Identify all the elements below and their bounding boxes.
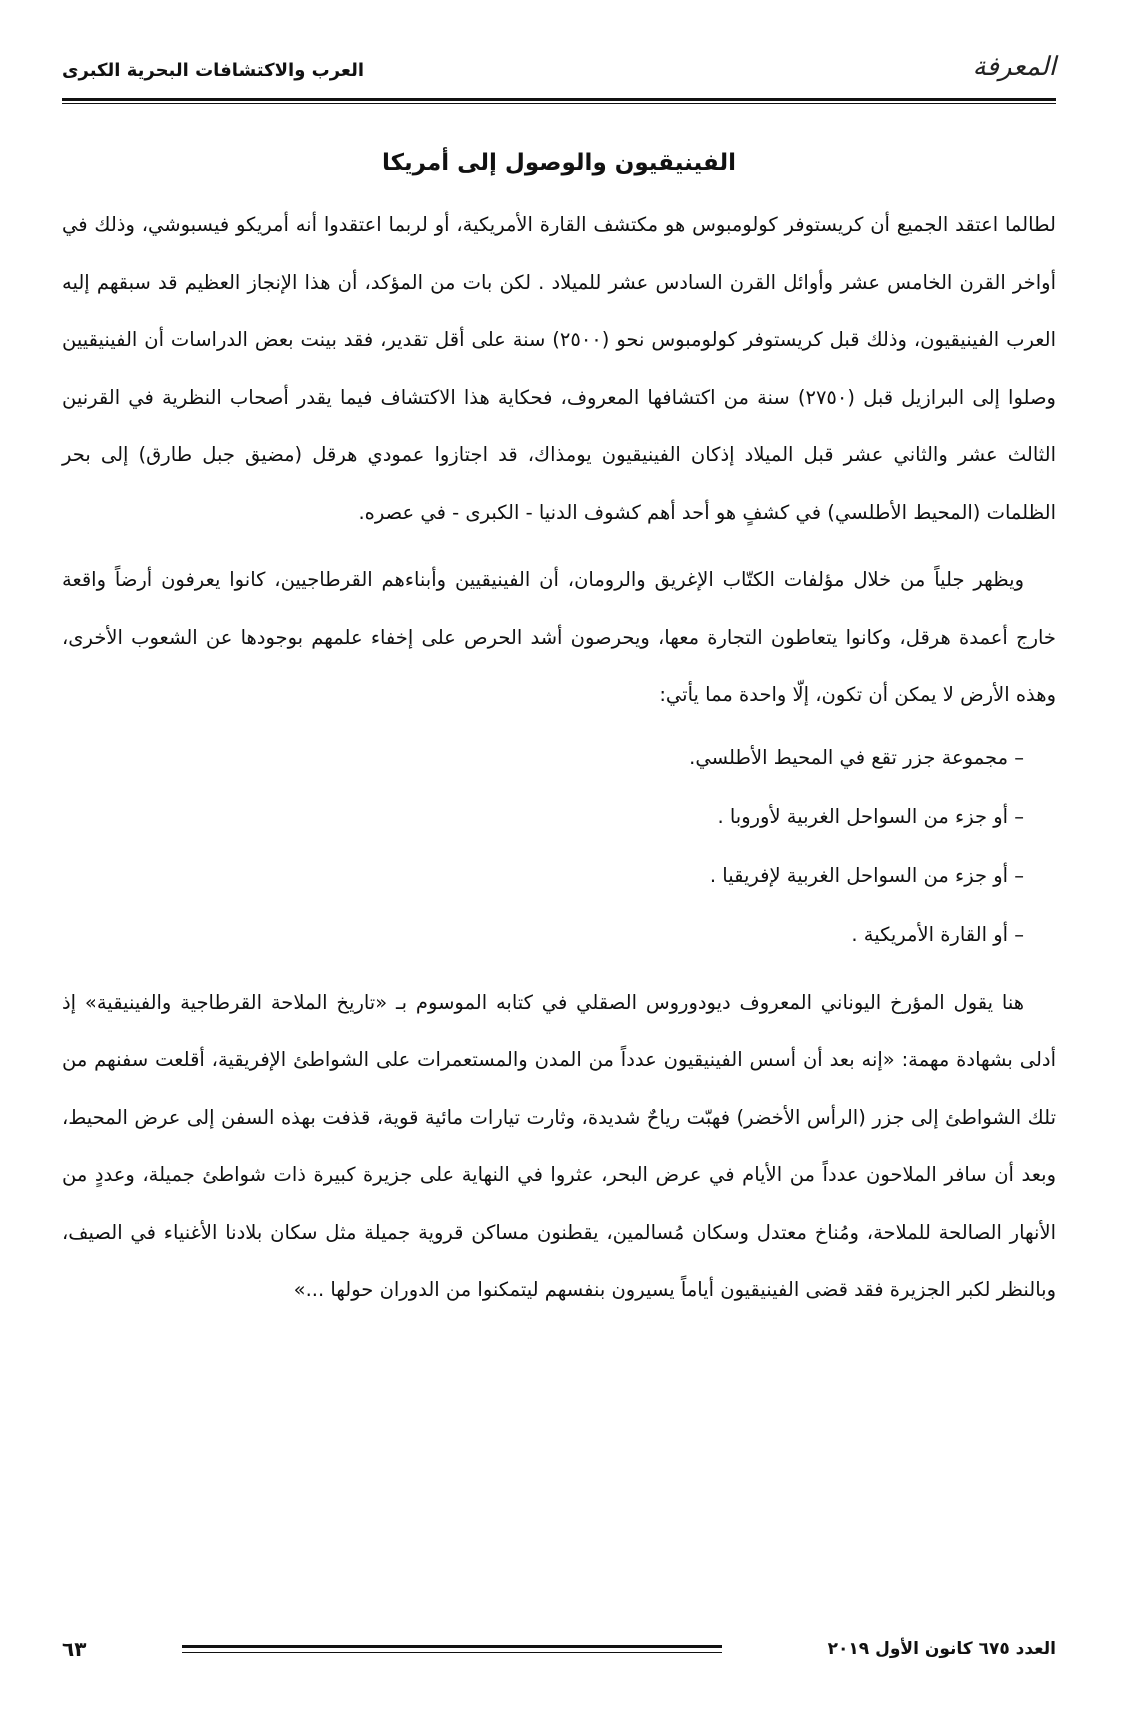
footer-rule: [182, 1645, 722, 1653]
list-item: – أو القارة الأمريكية .: [851, 922, 1024, 946]
list-item: – أو جزء من السواحل الغربية لأوروبا .: [717, 804, 1024, 828]
page-footer: [62, 1637, 1056, 1677]
list-item: – أو جزء من السواحل الغربية لإفريقيا .: [709, 863, 1024, 887]
page-number: ٦٣: [62, 1637, 87, 1661]
paragraph-3: هنا يقول المؤرخ اليوناني المعروف ديودوروس الصقلي في كتابه الموسوم بـ «تاريخ الملاحة القرطاجية والفينيقية» إذ أدلى بشهادة مهمة: «إنه بعد أن أسس الفينيقيون عدداً من المدن والمستعمرات على الشواطئ الإفريقية، أقلعت سفنهم من تلك الشواطئ إلى جزر (الرأس الأخضر) فهبّت رياحٌ شديدة، وثارت تيارات مائية قوية، قذفت بهذه السفن إلى عرض المحيط، وبعد أن سافر الملاحون عدداً من الأيام في عرض البحر، عثروا في النهاية على جزيرة كبيرة ذات شواطئ جميلة، وعددٍ من الأنهار الصالحة للملاحة، ومُناخ معتدل وسكان مُسالمين، يقطنون مساكن قروية جميلة مثل سكان بلادنا الأغنياء في الصيف، وبالنظر لكبر الجزيرة فقد قضى الفينيقيون أياماً يسيرون بنفسهم ليتمكنوا من الدوران حولها ...»: [62, 990, 1056, 1301]
page-header: [62, 52, 1056, 92]
paragraph-1: لطالما اعتقد الجميع أن كريستوفر كولومبوس هو مكتشف القارة الأمريكية، أو لربما اعتقدوا أنه أمريكو فيسبوشي، وذلك في أواخر القرن الخامس عشر وأوائل القرن السادس عشر للميلاد . لكن بات من المؤكد، أن هذا الإنجاز العظيم قد سبقهم إليه العرب الفينيقيون، وذلك قبل كريستوفر كولومبوس نحو (٢٥٠٠) سنة على أقل تقدير، فقد بينت بعض الدراسات أن الفينيقيين وصلوا إلى البرازيل قبل (٢٧٥٠) سنة من اكتشافها المعروف، فحكاية هذا الاكتشاف فيما يقدر أصحاب النظرية في القرنين الثالث عشر والثاني عشر قبل الميلاد إذكان الفينيقيون يومذاك، قد اجتازوا عمودي هرقل (مضيق جبل طارق) إلى بحر الظلمات (المحيط الأطلسي) في كشفٍ هو أحد أهم كشوف الدنيا - الكبرى - في عصره.: [62, 213, 1056, 524]
options-list: [62, 728, 1056, 964]
article-title: الفينيقيون والوصول إلى أمريكا: [382, 150, 736, 176]
issue-info: العدد ٦٧٥ كانون الأول ٢٠١٩: [827, 1639, 1056, 1659]
header-rule: [62, 98, 1056, 104]
paragraph-2: ويظهر جلياً من خلال مؤلفات الكتّاب الإغريق والرومان، أن الفينيقيين وأبناءهم القرطاجيين، كانوا يعرفون أرضاً واقعة خارج أعمدة هرقل، وكانوا يتعاطون التجارة معها، ويحرصون أشد الحرص على إخفاء علمهم بوجودها عن الشعوب الأخرى، وهذه الأرض لا يمكن أن تكون، إلّا واحدة مما يأتي:: [62, 568, 1056, 706]
running-title: العرب والاكتشافات البحرية الكبرى: [62, 60, 365, 81]
list-item: – مجموعة جزر تقع في المحيط الأطلسي.: [689, 745, 1024, 769]
magazine-logo: المعرفة: [972, 52, 1056, 82]
article-body: [62, 150, 1056, 1319]
